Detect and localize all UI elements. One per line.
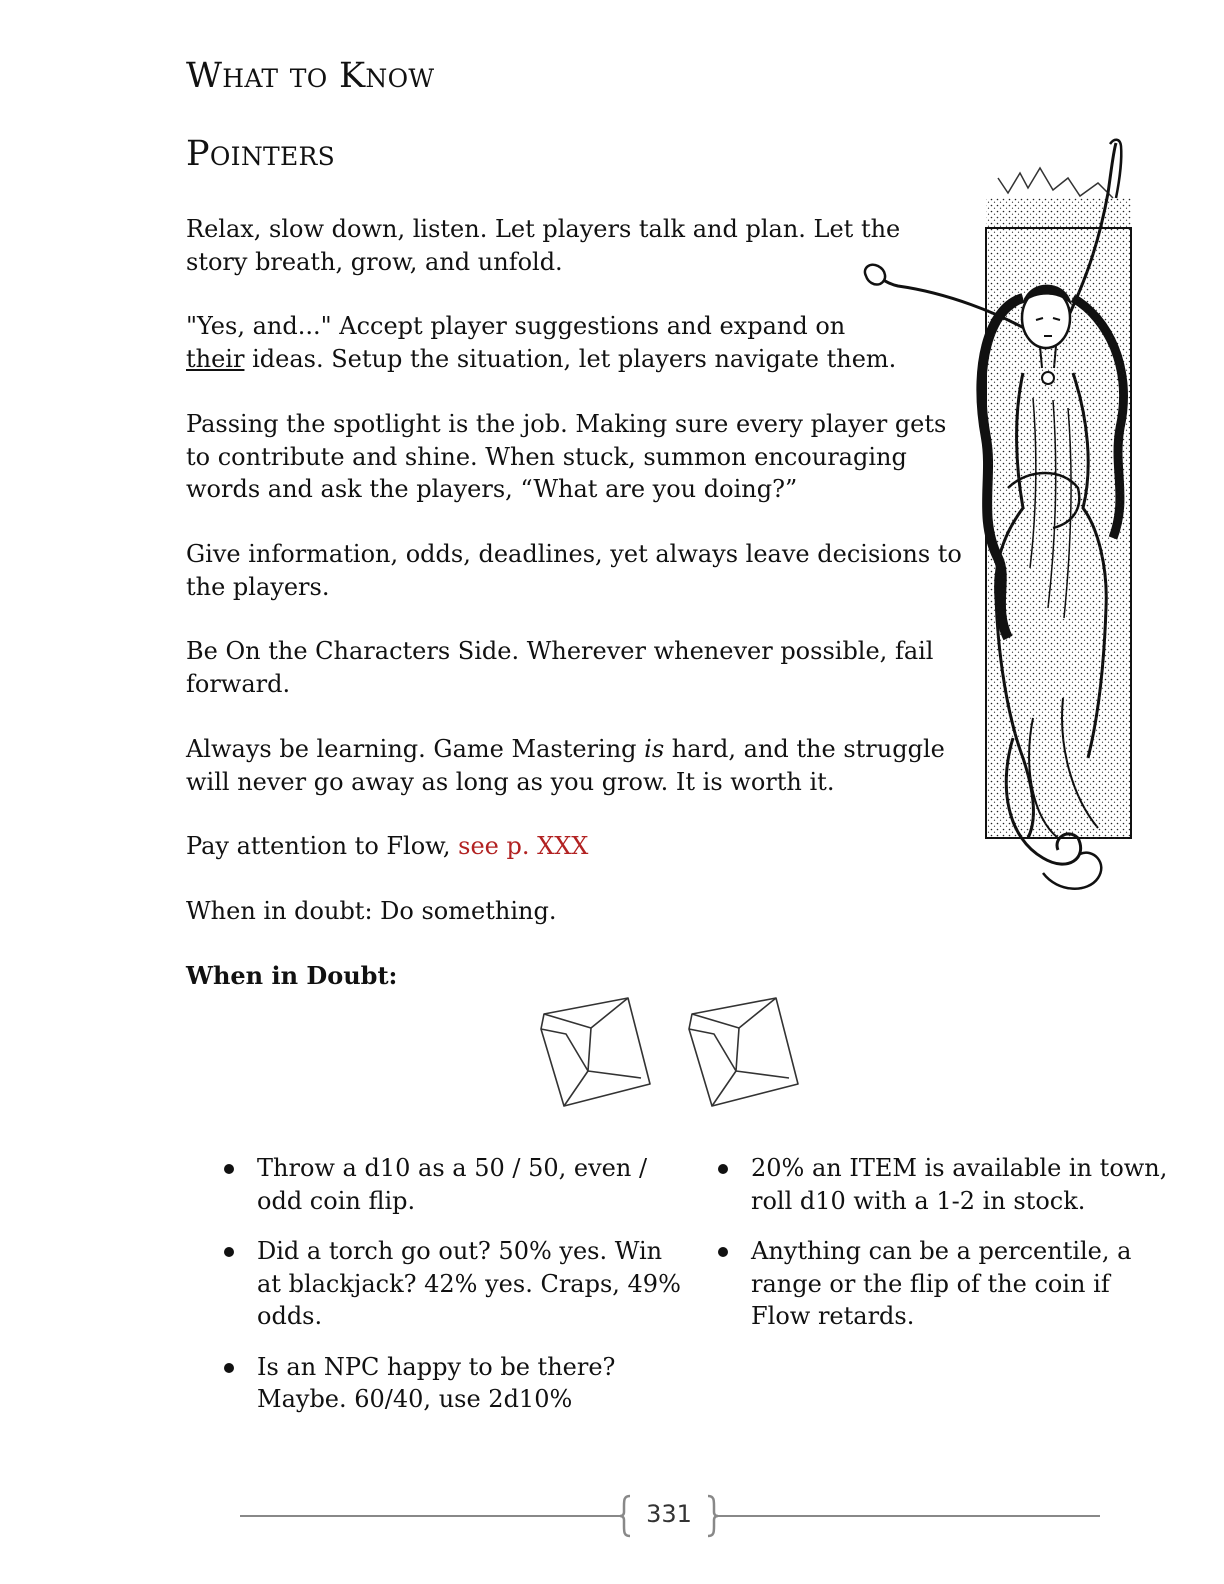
yes-and-text-end: ideas. Setup the situation, let players navigate them. [244,344,897,373]
page-reference-link[interactable]: see p. XXX [458,832,589,860]
paragraph-relax: Relax, slow down, listen. Let players talk and plan. Let the story breath, grow, and unfold. [186,215,901,276]
art-nouveau-woman-illustration [858,138,1148,898]
paragraph-yes-and [186,310,906,375]
list-item [222,1351,682,1416]
paragraph-do-something: When in doubt: Do something. [186,897,557,925]
odds-list-right [716,1152,1176,1351]
paragraph-spotlight: Passing the spotlight is the job. Making sure every player gets to contribute and shine. When stuck, summon encouraging words and ask the players, “What are you doing?” [186,410,947,503]
page-number: 331 [646,1500,692,1528]
list-item-text: 20% an ITEM is available in town, roll d10 with a 1-2 in stock. [751,1154,1168,1215]
odds-list-left [222,1152,682,1434]
d10-dice-icon [536,994,806,1114]
paragraph-flow [186,830,906,863]
paragraph-information: Give information, odds, deadlines, yet always leave decisions to the players. [186,540,962,601]
list-item [222,1152,682,1217]
list-item-text: Is an NPC happy to be there? Maybe. 60/40, use 2d10% [257,1352,616,1413]
bullet-dot-icon [718,1164,728,1174]
bullet-dot-icon [224,1164,234,1174]
learning-text-end: hard, and the struggle will never go away as long as you grow. It is worth it. [186,735,945,796]
bullet-dot-icon [224,1363,234,1373]
section-heading-pointers: Pointers [186,134,336,174]
when-in-doubt-heading: When in Doubt: [186,961,398,990]
flow-text: Pay attention to Flow, [186,832,459,860]
list-item-text: Did a torch go out? 50% yes. Win at blackjack? 42% yes. Craps, 49% odds. [257,1237,681,1330]
list-item [716,1152,1176,1217]
page-title: What to Know [186,56,435,96]
underlined-their: their [186,344,245,373]
list-item-text: Anything can be a percentile, a range or the flip of the coin if Flow retards. [751,1237,1132,1330]
bullet-dot-icon [718,1247,728,1257]
footer-rule-left [240,1515,620,1517]
paragraph-characters-side: Be On the Characters Side. Wherever whenever possible, fail forward. [186,637,934,698]
list-item [716,1235,1176,1333]
bullet-dot-icon [224,1247,234,1257]
footer-rule-right [718,1515,1100,1517]
yes-and-text-start: "Yes, and..." Accept player suggestions and expand on [186,312,846,340]
learning-text-start: Always be learning. Game Mastering [186,735,645,763]
list-item-text: Throw a d10 as a 50 / 50, even / odd coin flip. [257,1154,648,1215]
d10-die-right-icon [689,998,798,1106]
d10-die-left-icon [541,998,650,1106]
list-item [222,1235,682,1333]
italic-is: is [644,735,665,763]
